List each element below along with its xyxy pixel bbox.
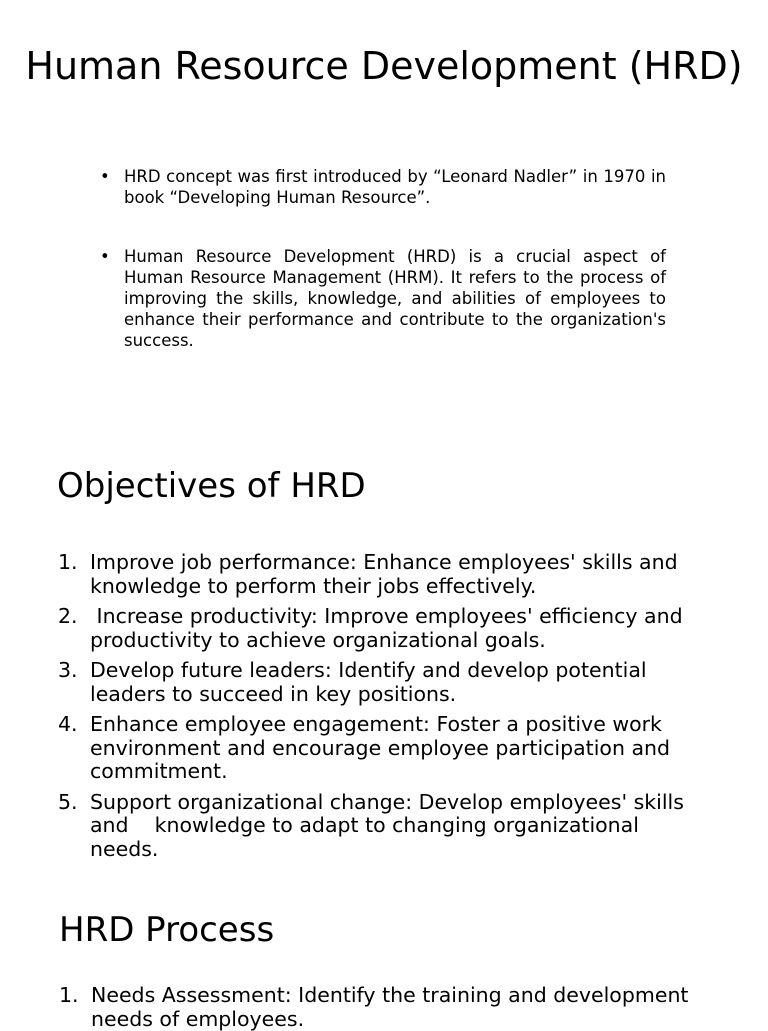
list-item [100,166,666,208]
process-heading: HRD Process [59,910,275,950]
item-number: 1. [58,550,78,574]
list-item [58,551,708,598]
objectives-heading: Objectives of HRD [57,466,366,506]
bullet-text: Human Resource Development (HRD) is a crucial aspect of Human Resource Management (HRM). It refers to the process of improving the skills, knowledge, and abilities of employees to enhance their performance and contribute to the organization's success. [124,247,666,350]
objectives-list [58,551,708,861]
list-item [58,713,708,784]
bullet-text: HRD concept was first introduced by “Leonard Nadler” in 1970 in book “Developing Human Resource”. [124,167,666,207]
item-number: 3. [58,658,78,682]
item-text: Increase productivity: Improve employees' efficiency and productivity to achieve organizational goals. [90,604,690,652]
bullet-icon: • [100,167,110,186]
page-title: Human Resource Development (HRD) [25,44,743,88]
intro-bullet-list [100,166,666,351]
item-number: 1. [59,983,79,1007]
item-number: 4. [58,712,78,736]
item-text: Enhance employee engagement: Foster a positive work environment and encourage employee participation and commitment. [90,712,671,783]
list-item [58,659,708,706]
item-text: Improve job performance: Enhance employees' skills and knowledge to perform their jobs effectively. [90,550,678,598]
bullet-icon: • [100,247,110,266]
item-text: Needs Assessment: Identify the training and development needs of employees. [91,983,689,1031]
item-number: 5. [58,789,78,814]
item-text: Develop future leaders: Identify and develop potential leaders to succeed in key positions. [90,658,647,706]
list-item [58,791,708,862]
item-text: Support organizational change: Develop employees' skills and knowledge to adapt to changing organizational needs. [90,789,691,861]
item-number: 2. [58,604,78,628]
list-item [100,246,666,351]
list-item [58,605,708,652]
